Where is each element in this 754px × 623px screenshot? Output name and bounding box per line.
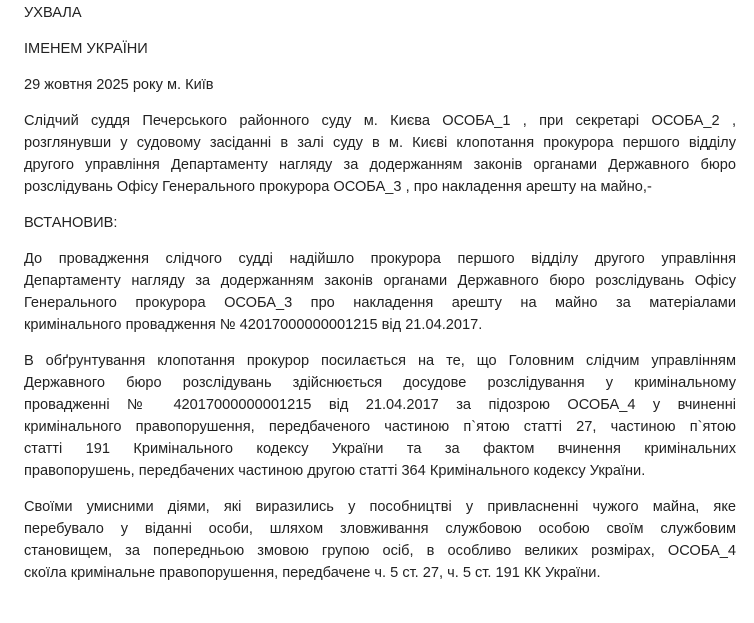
paragraph-line: кримінального правопорушення, передбаченого частиною п`ятою статті 27, частиною п`ятою	[24, 419, 736, 435]
established-heading: ВСТАНОВИВ:	[24, 215, 118, 231]
document-subtitle: ІМЕНЕМ УКРАЇНИ	[24, 41, 148, 57]
paragraph-line: кримінального провадження № 42017000000001215 від 21.04.2017.	[24, 317, 483, 333]
paragraph-line: правопорушень, передбачених частиною другою статті 364 Кримінального кодексу України.	[24, 463, 646, 479]
paragraph-1	[24, 248, 736, 336]
intro-line: розслідувань Офісу Генерального прокурора ОСОБА_3 , про накладення арешту на майно,-	[24, 179, 652, 195]
document-title: УХВАЛА	[24, 5, 82, 21]
paragraph-line: В обґрунтування клопотання прокурор посилається на те, що Головним слідчим управлінням	[24, 353, 736, 369]
paragraph-line: провадженні № 42017000000001215 від 21.04.2017 за підозрою ОСОБА_4 у вчиненні	[24, 397, 736, 413]
date-and-place: 29 жовтня 2025 року м. Київ	[24, 77, 214, 93]
intro-line: Слідчий суддя Печерського районного суду м. Києва ОСОБА_1 , при секретарі ОСОБА_2 ,	[24, 113, 736, 129]
paragraph-line: скоїла кримінальне правопорушення, передбачене ч. 5 ст. 27, ч. 5 ст. 191 КК України.	[24, 565, 601, 581]
intro-paragraph	[24, 110, 736, 198]
paragraph-line: Державного бюро розслідувань здійснюється досудове розслідування у кримінальному	[24, 375, 736, 391]
paragraph-line: Генерального прокурора ОСОБА_3 про накладення арешту на майно за матеріалами	[24, 295, 736, 311]
court-ruling-document	[24, 2, 736, 598]
paragraph-line: Департаменту нагляду за додержанням законів органами Державного бюро розслідувань Офісу	[24, 273, 736, 289]
intro-line: другого управління Департаменту нагляду за додержанням законів органами Державного бюро	[24, 157, 736, 173]
paragraph-line: Своїми умисними діями, які виразились у пособництві у привласненні чужого майна, яке	[24, 499, 736, 515]
paragraph-line: статті 191 Кримінального кодексу України та за фактом вчинення кримінальних	[24, 441, 736, 457]
paragraph-line: До провадження слідчого судді надійшло прокурора першого відділу другого управління	[24, 251, 736, 267]
paragraph-line: перебувало у віданні особи, шляхом зловживання службовою особою своїм службовим	[24, 521, 736, 537]
intro-line: розглянувши у судовому засіданні в залі суду в м. Києві клопотання прокурора першого відділу	[24, 135, 736, 151]
paragraph-3	[24, 496, 736, 584]
paragraph-2	[24, 350, 736, 482]
paragraph-line: становищем, за попередньою змовою групою осіб, в особливо великих розмірах, ОСОБА_4	[24, 543, 736, 559]
